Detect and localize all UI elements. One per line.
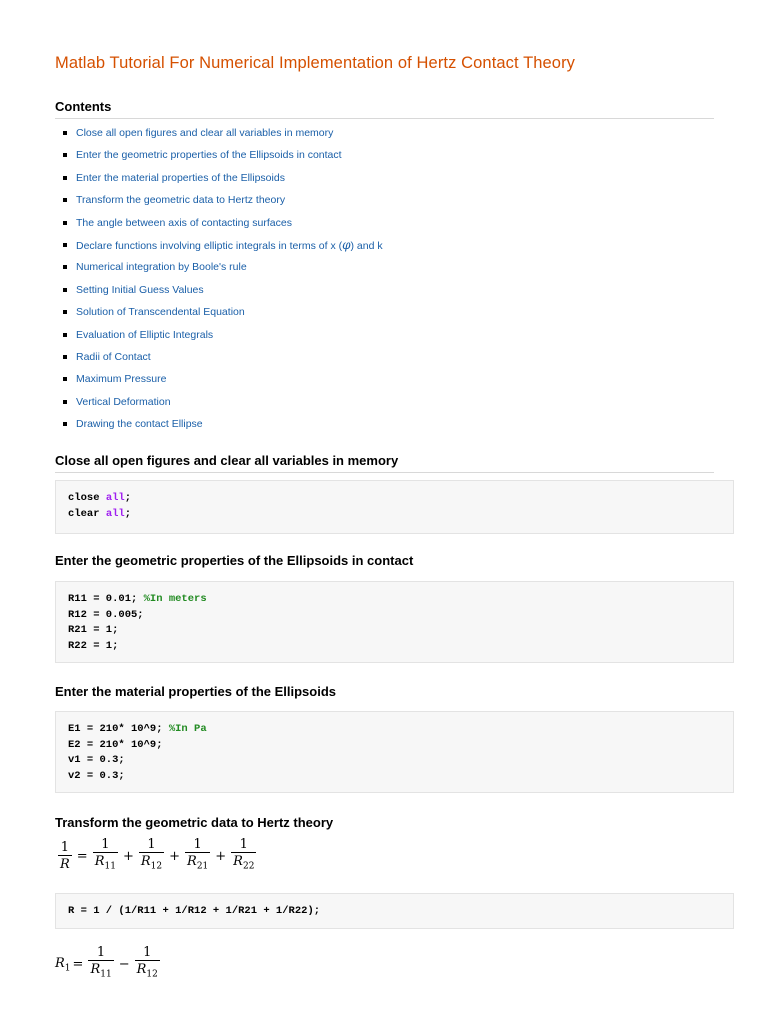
- fraction: $\frac{1}{R}$: [60, 839, 70, 872]
- bullet-icon: [63, 333, 67, 337]
- bullet-icon: [63, 198, 67, 202]
- code-block-transform: R = 1 / (1/R11 + 1/R12 + 1/R21 + 1/R22);: [55, 893, 734, 929]
- toc-item[interactable]: Enter the material properties of the Ellipsoids: [55, 171, 655, 193]
- toc-item[interactable]: Close all open figures and clear all variables in memory: [55, 126, 655, 148]
- fraction: $\frac{1}{R_{11}}$: [88, 946, 113, 983]
- bullet-icon: [63, 400, 67, 404]
- bullet-icon: [63, 265, 67, 269]
- toc-item[interactable]: Maximum Pressure: [55, 372, 655, 394]
- table-of-contents: [55, 126, 655, 439]
- toc-item[interactable]: Numerical integration by Boole's rule: [55, 260, 655, 282]
- fraction: $\frac{1}{R_{21}}$: [185, 838, 210, 875]
- code-block-material: E1 = 210* 10^9; %In Pa E2 = 210* 10^9; v1 = 0.3; v2 = 0.3;: [55, 711, 734, 793]
- phi-symbol: φ: [342, 237, 351, 252]
- toc-item[interactable]: Declare functions involving elliptic integrals in terms of x (φ) and k: [55, 238, 655, 260]
- fraction: $\frac{1}{R_{12}}$: [135, 946, 160, 983]
- code-block-close-all: close all; clear all;: [55, 480, 734, 534]
- bullet-icon: [63, 355, 67, 359]
- bullet-icon: [63, 176, 67, 180]
- fraction: $\frac{1}{R_{22}}$: [231, 838, 256, 875]
- toc-item[interactable]: Solution of Transcendental Equation: [55, 305, 655, 327]
- code-block-geometric: R11 = 0.01; %In meters R12 = 0.005; R21 = 1; R22 = 1;: [55, 581, 734, 663]
- toc-item[interactable]: Evaluation of Elliptic Integrals: [55, 328, 655, 350]
- toc-item[interactable]: Enter the geometric properties of the Ellipsoids in contact: [55, 148, 655, 170]
- section-heading-close-all: Close all open figures and clear all variables in memory: [55, 453, 714, 473]
- section-heading-transform: Transform the geometric data to Hertz theory: [55, 815, 334, 830]
- section-heading-geometric: Enter the geometric properties of the Ellipsoids in contact: [55, 553, 414, 568]
- bullet-icon: [63, 288, 67, 292]
- contents-heading: Contents: [55, 99, 714, 119]
- page-title: Matlab Tutorial For Numerical Implementation of Hertz Contact Theory: [55, 54, 576, 72]
- bullet-icon: [63, 153, 67, 157]
- toc-item[interactable]: Drawing the contact Ellipse: [55, 417, 655, 439]
- toc-item[interactable]: Setting Initial Guess Values: [55, 283, 655, 305]
- toc-item[interactable]: The angle between axis of contacting surfaces: [55, 216, 655, 238]
- bullet-icon: [63, 377, 67, 381]
- fraction: $\frac{1}{R_{11}}$: [93, 838, 118, 875]
- equation-inverse-radius: $\frac{1}{R}$ = $\frac{1}{R_{11}}$ + $\frac{1}{R_{12}}$ + $\frac{1}{R_{21}}$ + $\frac{1}{R_{22}}$: [55, 838, 259, 875]
- bullet-icon: [63, 310, 67, 314]
- toc-item[interactable]: Transform the geometric data to Hertz theory: [55, 193, 655, 215]
- equation-r1: $R_1$ = $\frac{1}{R_{11}}$ − $\frac{1}{R_{12}}$: [55, 946, 163, 983]
- bullet-icon: [63, 221, 67, 225]
- bullet-icon: [63, 243, 67, 247]
- bullet-icon: [63, 422, 67, 426]
- fraction: $\frac{1}{R_{12}}$: [139, 838, 164, 875]
- section-heading-material: Enter the material properties of the Ellipsoids: [55, 684, 337, 699]
- toc-item[interactable]: Radii of Contact: [55, 350, 655, 372]
- toc-item[interactable]: Vertical Deformation: [55, 395, 655, 417]
- bullet-icon: [63, 131, 67, 135]
